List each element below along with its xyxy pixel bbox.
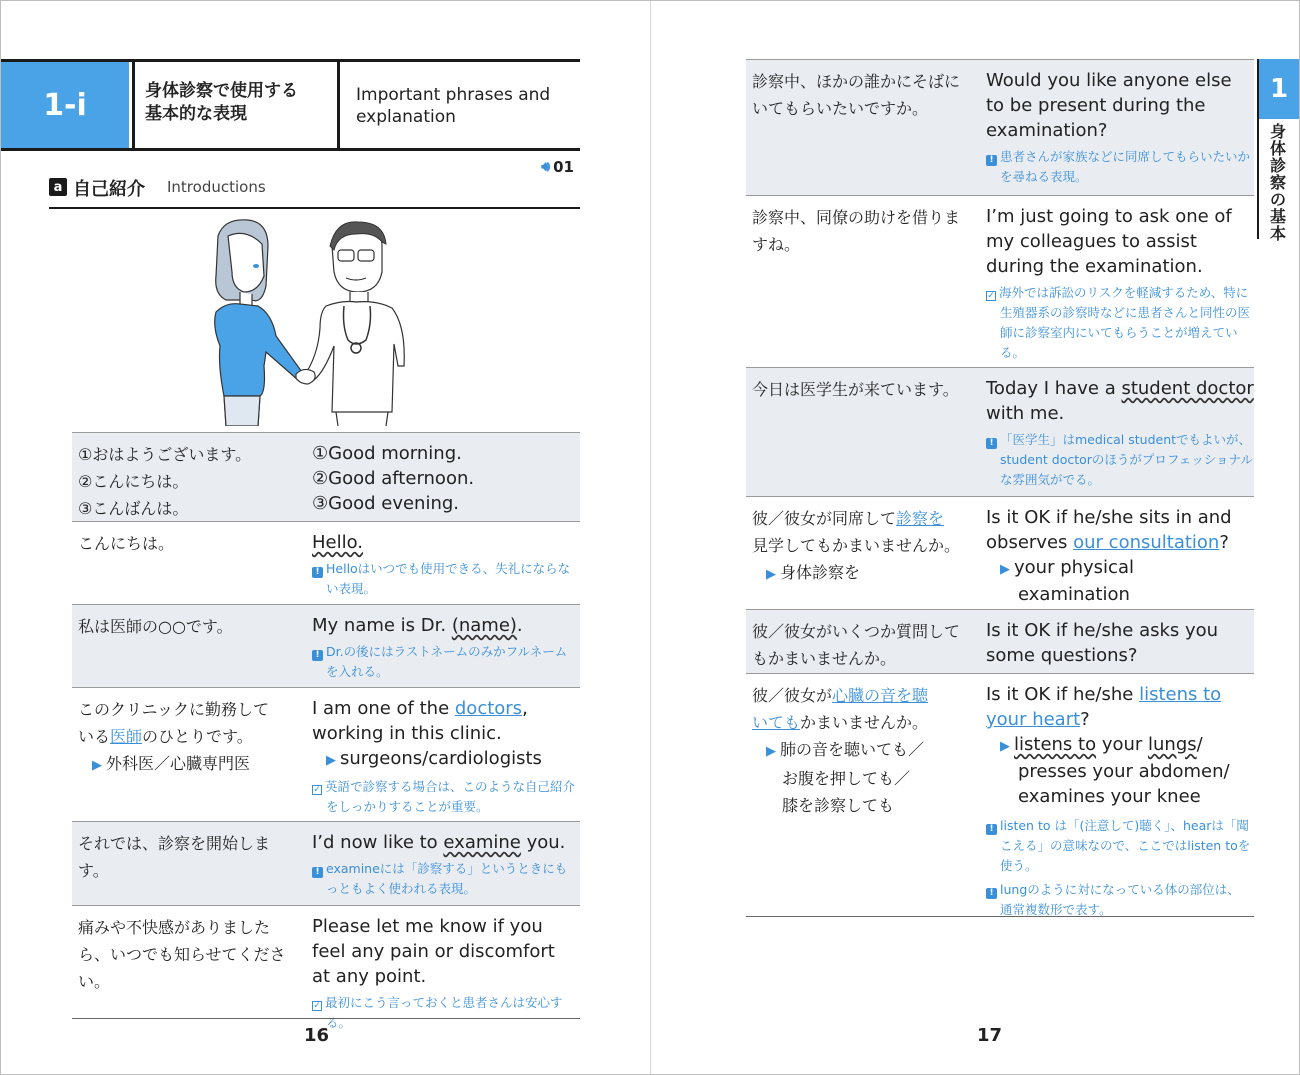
phrase-en-text: with me. [986, 403, 1065, 424]
phrase-jp: 今日は医学生が来ています。 [752, 380, 959, 399]
phrase-row [746, 496, 1254, 609]
phrase-jp-line [78, 723, 298, 750]
phrase-note [312, 642, 578, 682]
phrase-en-keyword: our consultation [1073, 532, 1220, 553]
phrase-en-keyword: (name) [451, 615, 517, 636]
phrase-jp-alternative: 膝を診察しても [782, 796, 895, 815]
phrase-en-alternative: presses your abdomen/ [1018, 761, 1230, 782]
phrase-jp-alternative [752, 559, 967, 588]
phrase-jp-alt-text: 肺の音を聴いても／ [780, 740, 925, 759]
phrase-jp-alternative [752, 736, 967, 765]
phrase-note [312, 559, 578, 599]
phrase-jp-keyword: いても [752, 713, 801, 732]
phrase-jp: 診察中、ほかの誰かにそばにいてもらいたいですか。 [752, 72, 961, 118]
phrase-note [312, 859, 578, 899]
phrase-en-text: My name is Dr. [312, 615, 452, 636]
phrase-jp-line: ③こんばんは。 [78, 499, 189, 518]
phrase-note [312, 777, 578, 817]
phrase-en [986, 204, 1254, 363]
check-icon: ✓ [987, 291, 995, 301]
check-icon: ✓ [313, 785, 321, 795]
phrase-en-alternative: examination [1018, 584, 1130, 605]
phrase-jp-alt-text: 外科医／心臓専門医 [106, 754, 251, 773]
note-icon: ! [312, 867, 323, 878]
phrase-en-text: , [522, 698, 528, 719]
note-icon: ! [986, 824, 997, 835]
tab-label-char: 身 [1269, 122, 1286, 141]
phrase-note [312, 993, 578, 1033]
section-title-en: Introductions [167, 178, 266, 196]
phrase-en [986, 505, 1254, 607]
phrase-en-alternative [986, 732, 1254, 759]
chapter-number: 1-i [1, 62, 129, 148]
phrase-jp: 彼／彼女がいくつか質問してもかまいませんか。 [752, 622, 961, 668]
phrase-jp-line: ①おはようございます。 [78, 445, 252, 464]
page-number: 17 [977, 1025, 1003, 1046]
phrase-row [72, 905, 580, 1030]
phrase-en-alternative [312, 746, 578, 773]
phrase-jp-alternative [78, 750, 298, 779]
phrase-en-text: Would you like anyone else to be present during the examination? [986, 70, 1232, 141]
note-icon: ! [986, 888, 997, 899]
phrase-jp-line: このクリニックに勤務して [78, 700, 270, 719]
phrase-en-keyword: listens to [1139, 684, 1222, 705]
phrase-en-keyword: Hello. [312, 532, 364, 553]
phrase-note [986, 430, 1254, 490]
phrase-en-text: I am one of the [312, 698, 455, 719]
tab-label-char: 本 [1269, 224, 1286, 243]
phrase-jp-line: 見学してもかまいませんか。 [752, 536, 961, 555]
table-end-line [72, 1018, 580, 1019]
triangle-right-icon: ▶ [1000, 739, 1010, 754]
phrase-en-text: ? [1219, 532, 1229, 553]
phrase-jp-line [752, 682, 967, 709]
phrase-jp-line [752, 709, 967, 736]
phrase-note-text: listen to は「(注意して)聴く」、hearは「聞こえる」の意味なので、ここではlisten toを使う。 [1000, 818, 1251, 873]
phrase-en-text: Please let me know if you feel any pain or discomfort at any point. [312, 916, 555, 987]
phrase-en-line: ③Good evening. [312, 493, 460, 514]
phrase-en [986, 68, 1254, 187]
phrase-jp [752, 505, 967, 588]
phrase-jp: 痛みや不快感がありましたら、いつでも知らせてください。 [78, 918, 286, 991]
phrase-en-text: I’m just going to ask one of my colleagues to assist during the examination. [986, 206, 1232, 277]
tab-label-char: 基 [1269, 207, 1286, 226]
phrase-note-text: lungのように対になっている体の部位は、通常複数形で表す。 [1000, 882, 1240, 917]
tab-label-char: 察 [1269, 173, 1286, 192]
phrase-jp: 診察中、同僚の助けを借りますね。 [752, 208, 961, 254]
phrase-jp: 私は医師の○○です。 [78, 617, 233, 636]
phrase-en-text: . [516, 615, 523, 636]
phrase-en-text: you. [520, 832, 566, 853]
tab-label-char: 診 [1269, 156, 1286, 175]
phrase-en [986, 376, 1254, 490]
phrase-en-text: Today I have a [986, 378, 1122, 399]
phrase-jp: それでは、診察を開始します。 [78, 834, 271, 880]
phrase-note [986, 880, 1252, 920]
phrase-note-text: Dr.の後にはラストネームのみかフルネームを入れる。 [326, 644, 568, 679]
phrase-en [312, 914, 578, 1033]
table-end-line [746, 916, 1254, 917]
phrase-note-text: 英語で診察する場合は、このような自己紹介をしっかりすることが重要。 [325, 779, 576, 814]
phrase-en [312, 441, 578, 516]
phrase-jp-line [752, 505, 967, 532]
phrase-en-keyword: doctors [454, 698, 523, 719]
phrase-en-keyword: examine [443, 832, 521, 853]
phrase-en-text: I’d now like to [312, 832, 444, 853]
phrase-note-text: 海外では訴訟のリスクを軽減するため、特に生殖器系の診察時などに患者さんと同性の医師に診察室内にいてもらうことが増えている。 [999, 285, 1251, 360]
phrase-row [746, 609, 1254, 673]
phrase-en-alternative: examines your knee [1018, 786, 1201, 807]
triangle-right-icon: ▶ [766, 567, 776, 582]
phrase-jp-alternative: お腹を押しても／ [782, 769, 911, 788]
chapter-title-jp-line-1: 身体診察で使用する [145, 81, 298, 101]
right-page [651, 1, 1299, 1074]
phrase-en-keyword: lungs [1148, 734, 1197, 755]
phrase-jp-text: いる [78, 727, 111, 746]
phrase-en-alt-text: surgeons/cardiologists [340, 748, 542, 769]
phrase-jp-text: かまいませんか。 [800, 713, 929, 732]
phrase-jp-line: ②こんにちは。 [78, 472, 189, 491]
phrase-en-line: working in this clinic. [312, 723, 502, 744]
triangle-right-icon: ▶ [766, 744, 776, 759]
phrase-jp [78, 441, 298, 522]
speaker-icon: 🔊︎ [541, 159, 551, 175]
tab-label-char: 体 [1269, 139, 1286, 158]
page-number: 16 [304, 1025, 330, 1046]
phrase-en-line [312, 696, 578, 721]
phrase-en: Is it OK if he/she asks you some questions? [986, 620, 1219, 666]
handshake [296, 369, 315, 384]
phrase-note [986, 816, 1252, 876]
phrase-en-alternative [986, 555, 1254, 582]
doctor-figure [304, 222, 404, 426]
note-icon: ! [312, 567, 323, 578]
phrase-en-text: / [1196, 734, 1203, 755]
chapter-header [1, 59, 580, 151]
tab-label-char: の [1269, 190, 1286, 209]
audio-track-number: 01 [553, 158, 574, 176]
phrase-row [72, 821, 580, 905]
chapter-tab-label [1263, 123, 1293, 242]
phrase-jp-keyword: 医師 [110, 727, 143, 746]
chapter-tab: 1 [1259, 59, 1299, 119]
chapter-title-jp-line-2: 基本的な表現 [145, 104, 247, 124]
note-icon: ! [312, 650, 323, 661]
phrase-row [746, 195, 1254, 367]
phrase-jp [78, 696, 298, 779]
phrase-jp-alt-text: 身体診察を [780, 563, 861, 582]
phrase-row [746, 367, 1254, 496]
phrase-row [72, 687, 580, 821]
triangle-right-icon: ▶ [1000, 562, 1010, 577]
section-heading [49, 159, 580, 209]
phrase-en-line: Is it OK if he/she sits in and [986, 507, 1232, 528]
chapter-title-jp [132, 62, 340, 148]
patient-figure [215, 220, 302, 426]
phrase-row [72, 432, 580, 521]
phrase-en-text: your [1096, 734, 1149, 755]
phrase-en [312, 830, 578, 899]
phrase-en-keyword: listens to [1014, 734, 1097, 755]
phrase-note-text: examineには「診察する」というときにもっともよく使われる表現。 [326, 861, 568, 896]
phrase-jp-keyword: 診察を [896, 509, 945, 528]
phrase-jp-keyword: 心臓の音を聴 [832, 686, 929, 705]
phrase-en-text: observes [986, 532, 1074, 553]
section-badge: a [49, 178, 67, 196]
handshake-illustration [206, 216, 441, 426]
phrase-row [72, 604, 580, 687]
phrase-en-line: ②Good afternoon. [312, 468, 475, 489]
phrase-en-line [986, 682, 1254, 707]
phrase-note [986, 147, 1254, 187]
phrase-en [312, 530, 578, 599]
chapter-title-en-line-2: explanation [356, 107, 456, 127]
phrase-jp [752, 682, 967, 819]
triangle-right-icon: ▶ [92, 758, 102, 773]
phrase-jp: こんにちは。 [78, 534, 175, 553]
phrase-note [986, 283, 1254, 363]
phrase-en [312, 696, 578, 817]
audio-track[interactable] [541, 158, 574, 176]
phrase-en [986, 682, 1254, 809]
section-title-jp: 自己紹介 [73, 179, 145, 200]
phrase-note-text: 患者さんが家族などに同席してもらいたいかを尋ねる表現。 [1000, 149, 1251, 184]
left-page [1, 1, 650, 1074]
triangle-right-icon: ▶ [326, 753, 336, 768]
phrase-en-text: ? [1080, 709, 1090, 730]
phrase-row [746, 673, 1254, 916]
phrase-en-line: ①Good morning. [312, 443, 462, 464]
phrase-en-text: Is it OK if he/she [986, 684, 1140, 705]
phrase-en-keyword: student doctor [1121, 378, 1254, 399]
phrase-en-line [986, 530, 1254, 555]
phrase-jp-text: のひとりです。 [142, 727, 253, 746]
phrase-en-keyword: your heart [986, 709, 1081, 730]
chapter-title-en [346, 62, 580, 148]
phrase-en-line [986, 707, 1254, 732]
phrase-row [746, 59, 1254, 195]
phrase-note-text: 「医学生」はmedical studentでもよいが、student doctorのほうがプロフェッショナルな雰囲気がでる。 [1000, 432, 1253, 487]
phrase-row [72, 521, 580, 604]
chapter-title-en-line-1: Important phrases and [356, 85, 551, 105]
phrase-note-text: Helloはいつでも使用できる、失礼にならない表現。 [326, 561, 571, 596]
phrase-en [312, 613, 578, 682]
phrase-jp-text: 彼／彼女が同席して [752, 509, 897, 528]
check-icon: ✓ [313, 1001, 321, 1011]
note-icon: ! [986, 155, 997, 166]
phrase-en-alt-text: your physical [1014, 557, 1134, 578]
phrase-jp-text: 彼／彼女が [752, 686, 833, 705]
note-icon: ! [986, 438, 997, 449]
phrase-note-text: 最初にこう言っておくと患者さんは安心する。 [325, 995, 563, 1030]
phrase-notes [986, 812, 1252, 920]
